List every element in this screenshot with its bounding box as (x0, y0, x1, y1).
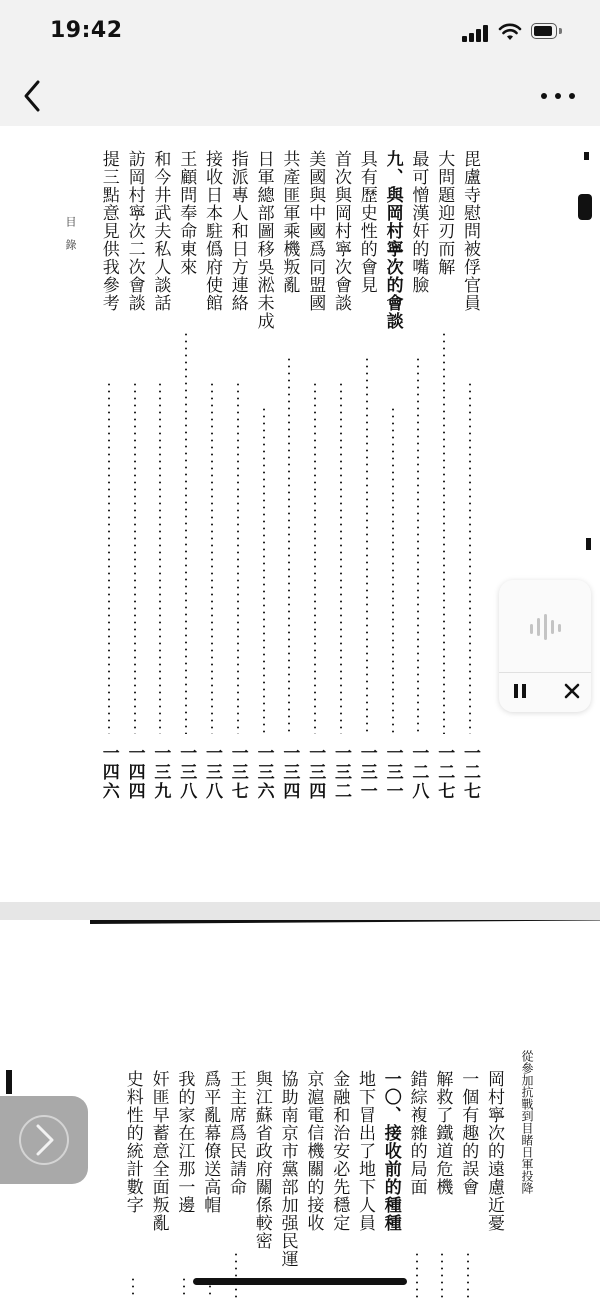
toc-page-number: 一三一 (382, 744, 403, 801)
toc-leader-dots (441, 1251, 443, 1298)
pause-button[interactable] (509, 680, 531, 702)
toc-leader-dots (416, 1251, 418, 1298)
battery-icon (531, 23, 563, 41)
toc-leader-dots (314, 381, 316, 734)
toc-entry-title: 解救了鐵道危機 (432, 1070, 453, 1196)
scan-mark (584, 152, 589, 160)
document-page-2[interactable] (0, 920, 600, 1298)
nav-bar (0, 64, 600, 126)
page-rule (90, 920, 600, 924)
ellipsis-icon (538, 86, 578, 106)
toc-leader-dots (467, 1251, 469, 1298)
toc-leader-dots (366, 356, 368, 734)
toc-leader-dots (417, 356, 419, 734)
toc-leader-dots (211, 381, 213, 734)
toc-entry-title: 一〇、接收前的種種 (380, 1070, 401, 1232)
divider (499, 672, 591, 673)
scan-mark (6, 1070, 12, 1094)
back-button[interactable] (18, 78, 50, 114)
toc-leader-dots (288, 356, 290, 734)
next-page-button[interactable] (0, 1096, 88, 1184)
toc-entry-title: 京滬電信機關的接收 (303, 1070, 324, 1232)
toc-page-number: 一二七 (434, 744, 455, 801)
close-icon (561, 680, 583, 702)
toc-page-number: 一三一 (356, 744, 377, 801)
chevron-left-icon (18, 78, 50, 114)
toc-page-number: 一四六 (98, 744, 119, 801)
wifi-icon (498, 22, 522, 42)
toc-entry-title: 協助南京市黨部加强民運 (277, 1070, 298, 1268)
scan-mark (586, 538, 591, 550)
toc-entry-title: 岡村寧次的遠慮近憂 (484, 1070, 504, 1232)
toc-entry-title: 一個有趣的誤會 (458, 1070, 479, 1196)
toc-leader-dots (108, 381, 110, 734)
toc-leader-dots (392, 406, 394, 734)
toc-page-number: 一二八 (408, 744, 429, 801)
toc-page-number: 一二七 (460, 744, 480, 801)
toc-page-number: 一三六 (253, 744, 274, 801)
toc-entry-title: 王顧問奉命東來 (176, 150, 197, 276)
toc-leader-dots (469, 381, 471, 734)
toc-entry-title: 最可憎漢奸的嘴臉 (408, 150, 429, 294)
toc-entry-title: 金融和治安必先穩定 (329, 1070, 350, 1232)
scan-mark (578, 194, 592, 220)
document-page-1[interactable] (0, 126, 600, 902)
toc-entry-title: 訪岡村寧次二次會談 (124, 150, 145, 312)
audio-widget (499, 580, 591, 712)
pause-icon (509, 680, 531, 702)
status-bar (0, 0, 600, 64)
toc-entry-title: 提三點意見供我參考 (98, 150, 119, 312)
toc-entry-title: 王主席爲民請命 (226, 1070, 246, 1196)
page-footer-label: 目錄 (64, 216, 77, 262)
toc-leader-dots (443, 331, 445, 734)
toc-entry-title: 九、與岡村寧次的會談 (382, 150, 403, 330)
toc-page-number: 一三二 (331, 744, 351, 801)
toc-leader-dots (263, 406, 265, 734)
toc-entry-title: 和今井武夫私人談話 (150, 150, 171, 312)
more-button[interactable] (538, 86, 578, 106)
toc-page-number: 一三八 (202, 744, 222, 801)
page-header-label: 從參加抗戰到目睹日軍投降 (520, 1050, 534, 1194)
toc-leader-dots (183, 1276, 185, 1298)
toc-leader-dots (185, 331, 187, 734)
toc-leader-dots (235, 1251, 237, 1298)
status-time: 19:42 (50, 18, 123, 43)
signal-icon (462, 24, 490, 42)
toc-entry-title: 共產匪軍乘機叛亂 (279, 150, 300, 294)
toc-leader-dots (159, 381, 161, 734)
toc-leader-dots (237, 381, 239, 734)
toc-entry-title: 美國與中國爲同盟國 (305, 150, 326, 312)
toc-entry-title: 具有歷史性的會見 (356, 150, 377, 294)
toc-entry-title: 爲平亂幕僚送高帽 (200, 1070, 221, 1214)
toc-page-number: 一三四 (305, 744, 326, 801)
toc-leader-dots (134, 381, 136, 734)
toc-page-number: 一四四 (124, 744, 145, 801)
toc-entry-title: 與江蘇省政府關係較密 (251, 1070, 272, 1250)
toc-page-number: 一三九 (150, 744, 171, 801)
toc-entry-title: 毘盧寺慰問被俘官員 (460, 150, 480, 312)
home-indicator (193, 1278, 407, 1285)
close-button[interactable] (561, 680, 583, 702)
toc-entry-title: 我的家在江那一邊 (174, 1070, 195, 1214)
toc-entry-title: 錯綜複雜的局面 (406, 1070, 427, 1196)
toc-entry-title: 指派專人和日方連絡 (227, 150, 248, 312)
toc-entry-title: 首次與岡村寧次會談 (331, 150, 351, 312)
chevron-right-icon (0, 1096, 88, 1184)
toc-page-number: 一三七 (227, 744, 248, 801)
toc-entry-title: 接收日本駐僞府使館 (202, 150, 222, 312)
toc-page-number: 一三八 (176, 744, 197, 801)
toc-leader-dots (132, 1276, 134, 1298)
toc-entry-title: 日軍總部圖移吳淞未成 (253, 150, 274, 330)
toc-page-number: 一三四 (279, 744, 300, 801)
toc-entry-title: 地下冒出了地下人員 (355, 1070, 375, 1232)
audio-wave-icon (527, 612, 563, 642)
page-divider (0, 902, 600, 920)
toc-leader-dots (340, 381, 342, 734)
toc-entry-title: 奸匪早蓄意全面叛亂 (148, 1070, 169, 1232)
toc-entry-title: 大問題迎刃而解 (434, 150, 455, 276)
toc-entry-title: 史料性的統計數字 (122, 1070, 143, 1214)
